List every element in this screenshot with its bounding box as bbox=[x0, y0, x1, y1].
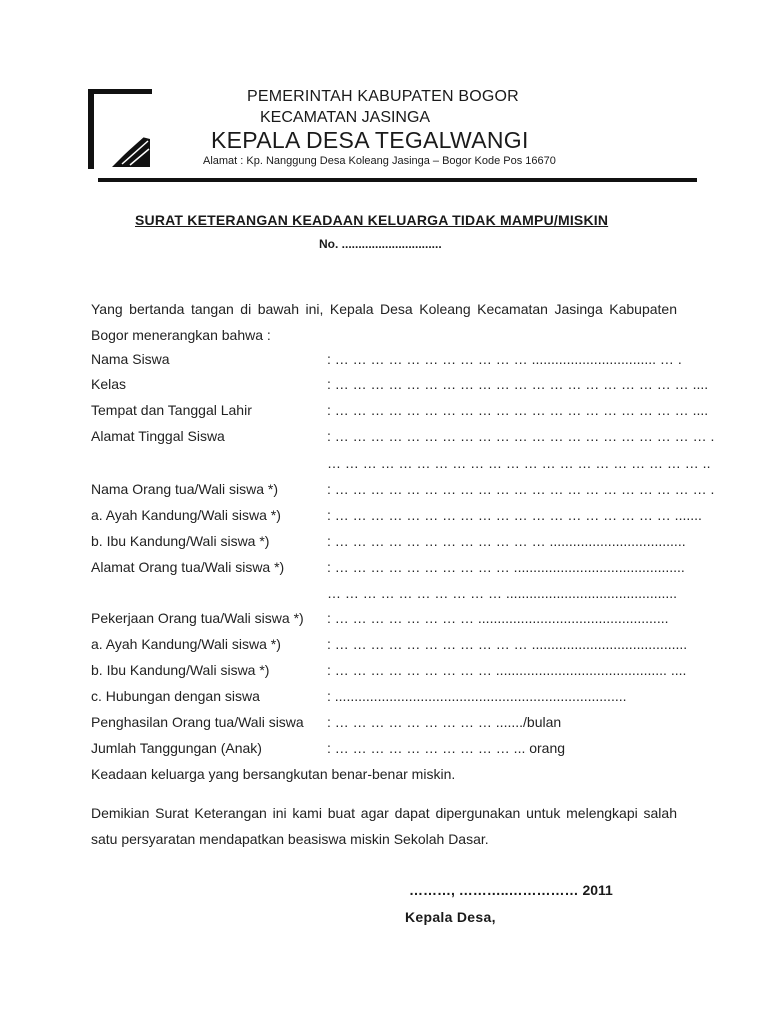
signature-date: ………, ………..…………… 2011 bbox=[409, 882, 613, 898]
document-title: SURAT KETERANGAN KEADAAN KELUARGA TIDAK MAMPU/MISKIN bbox=[135, 212, 609, 228]
village-logo bbox=[88, 89, 156, 169]
header-address: Alamat : Kp. Nanggung Desa Koleang Jasinga – Bogor Kode Pos 16670 bbox=[203, 155, 556, 167]
document-number: No. .............................. bbox=[319, 237, 442, 251]
header-village-head: KEPALA DESA TEGALWANGI bbox=[211, 127, 529, 153]
closing-paragraph: Demikian Surat Keterangan ini kami buat agar dapat dipergunakan untuk melengkapi salah satu persyaratan mendapatkan beasiswa miskin Sekolah Dasar. bbox=[91, 805, 677, 847]
header-government: PEMERINTAH KABUPATEN BOGOR bbox=[247, 88, 519, 105]
header-district: KECAMATAN JASINGA bbox=[260, 109, 431, 126]
header-divider bbox=[98, 178, 697, 182]
signature-title: Kepala Desa, bbox=[405, 909, 496, 925]
intro-paragraph: Yang bertanda tangan di bawah ini, Kepala Desa Koleang Kecamatan Jasinga Kabupaten Bogor menerangkan bahwa : bbox=[91, 301, 677, 343]
